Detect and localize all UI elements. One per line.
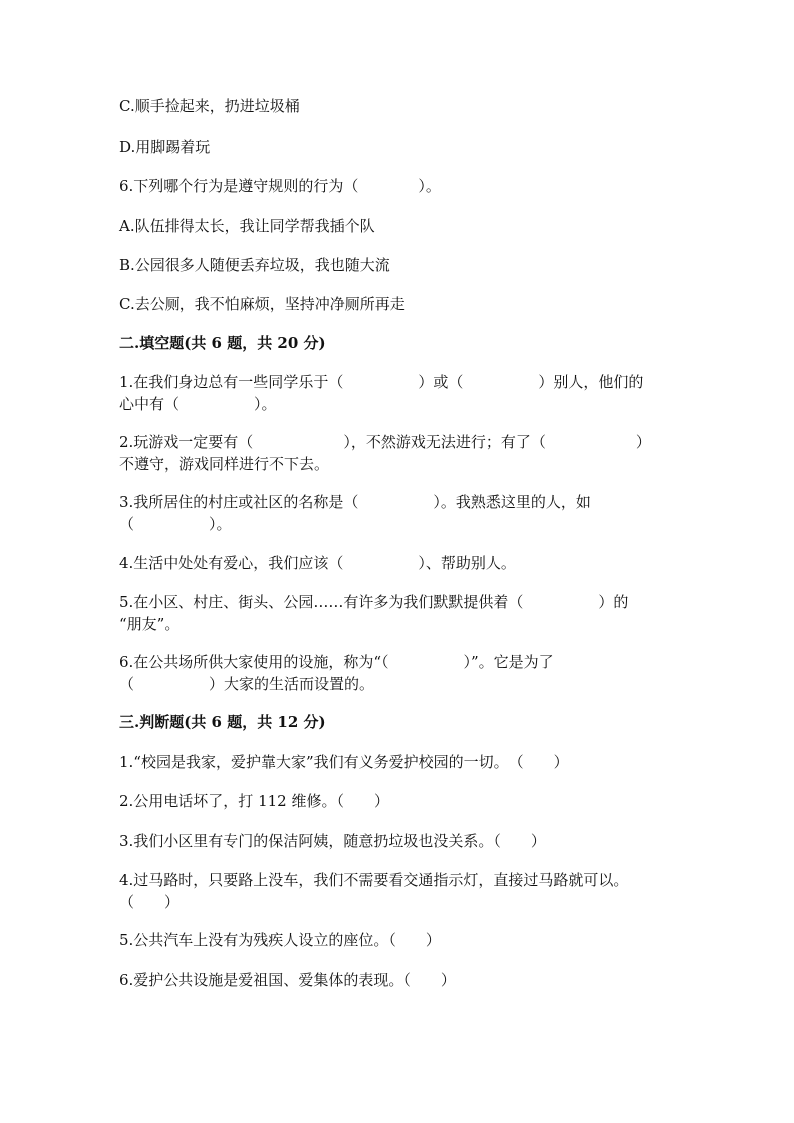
fill-question-1-line-2: 心中有（ ）。 (119, 395, 277, 413)
option-6b: B.公园很多人随便丢弃垃圾，我也随大流 (119, 256, 390, 274)
question-6: 6.下列哪个行为是遵守规则的行为（ ）。 (119, 177, 441, 195)
judge-question-6: 6.爱护公共设施是爱祖国、爱集体的表现。（ ） (119, 971, 456, 989)
section-heading-fill-blank: 二.填空题(共 6 题，共 20 分) (119, 334, 326, 352)
judge-question-4-line-1: 4.过马路时，只要路上没车，我们不需要看交通指示灯，直接过马路就可以。 (119, 871, 629, 889)
judge-question-5: 5.公共汽车上没有为残疾人设立的座位。（ ） (119, 931, 441, 949)
fill-question-4: 4.生活中处处有爱心，我们应该（ ）、帮助别人。 (119, 554, 516, 572)
section-heading-true-false: 三.判断题(共 6 题，共 12 分) (119, 713, 326, 731)
fill-question-3-line-1: 3.我所居住的村庄或社区的名称是（ ）。我熟悉这里的人，如 (119, 493, 591, 511)
judge-question-4-line-2: （ ） (119, 893, 180, 911)
option-6a: A.队伍排得太长，我让同学帮我插个队 (119, 217, 375, 235)
judge-question-1: 1.“校园是我家，爱护靠大家”我们有义务爱护校园的一切。 （ ） (119, 753, 569, 771)
fill-question-3-line-2: （ ）。 (119, 515, 232, 533)
fill-question-2-line-1: 2.玩游戏一定要有（ ），不然游戏无法进行；有了（ ） (119, 433, 651, 451)
option-5d: D.用脚踢着玩 (119, 138, 211, 156)
judge-question-2: 2.公用电话坏了，打 112 维修。（ ） (119, 792, 389, 810)
judge-question-3: 3.我们小区里有专门的保洁阿姨，随意扔垃圾也没关系。（ ） (119, 832, 546, 850)
fill-question-1-line-1: 1.在我们身边总有一些同学乐于（ ）或（ ）别人，他们的 (119, 373, 644, 391)
fill-question-5-line-1: 5.在小区、村庄、街头、公园……有许多为我们默默提供着（ ）的 (119, 593, 629, 611)
fill-question-2-line-2: 不遵守，游戏同样进行不下去。 (119, 455, 330, 473)
fill-question-6-line-1: 6.在公共场所供大家使用的设施，称为“（ ）”。它是为了 (119, 653, 554, 671)
fill-question-6-line-2: （ ）大家的生活而设置的。 (119, 675, 375, 693)
fill-question-5-line-2: “朋友”。 (119, 615, 180, 633)
option-5c: C.顺手捡起来，扔进垃圾桶 (119, 97, 300, 115)
option-6c: C.去公厕，我不怕麻烦，坚持冲净厕所再走 (119, 295, 405, 313)
